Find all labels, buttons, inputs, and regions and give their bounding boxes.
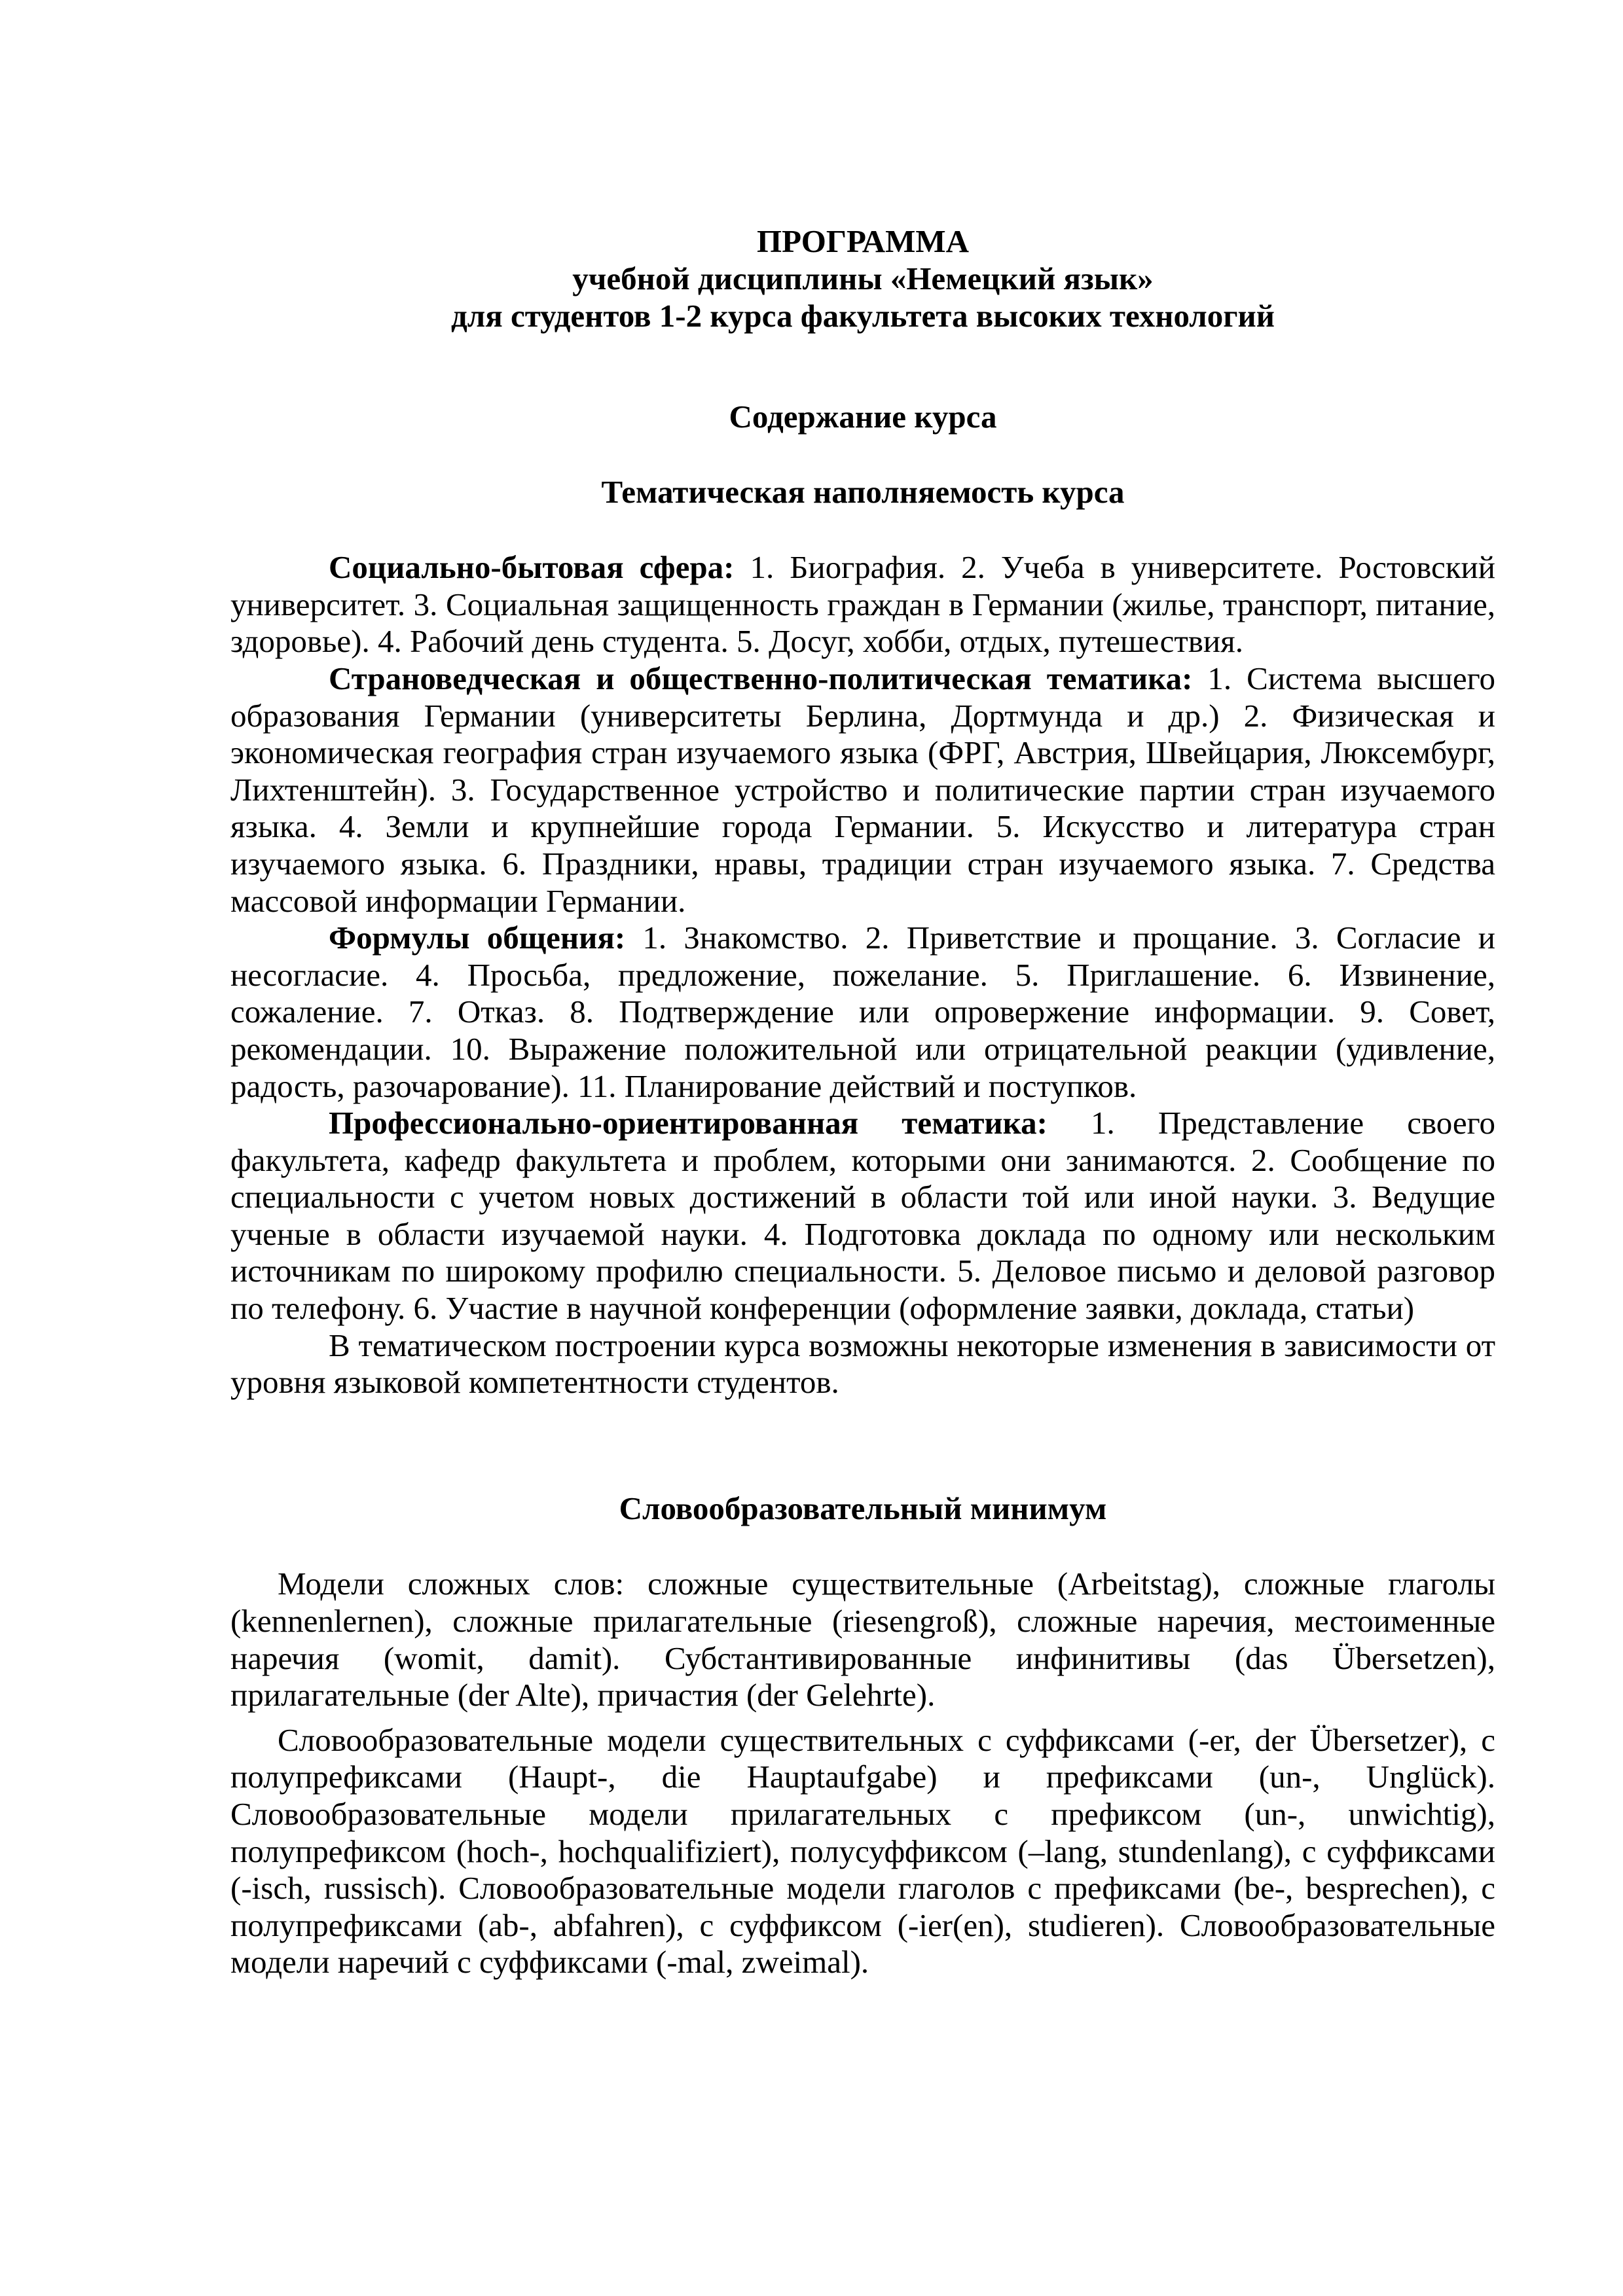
paragraph-text: 1. Представление своего факультета, кафедр факультета и проблем, которыми они занимаются. 2. Сообщение по специальности с учетом новых достижений в области той или иной науки. 3. Ведущие ученые в области изучаемой науки. 4. Подготовка доклада по одному или нескольким источникам по широкому профилю специальности. 5. Деловое письмо и деловой разговор по телефону. 6. Участие в научной конференции (оформление заявки, доклада, статьи) [230,1105,1495,1327]
paragraph-label: Профессионально-ориентированная тематика: [329,1105,1048,1141]
paragraph-label: Социально-бытовая сфера: [329,549,735,586]
paragraph-text: 1. Система высшего образования Германии (университеты Берлина, Дортмунда и др.) 2. Физическая и экономическая география стран изучаемого языка (ФРГ, Австрия, Швейцария, Люксембург, Лихтенштейн). 3. Государственное устройство и политические партии стран изучаемого языка. 4. Земли и крупнейшие города Германии. 5. Искусство и литература стран изучаемого языка. 6. Праздники, нравы, традиции стран изучаемого языка. 7. Средства массовой информации Германии. [230,660,1495,919]
thematic-paragraph-note [230,1327,1495,1401]
word-formation-paragraph-compounds: Модели сложных слов: сложные существительные (Arbeitstag), сложные глаголы (kennenlernen), сложные прилагательные (riesengroß), сложные наречия, местоименные наречия (womit, damit). Субстантивированные инфинитивы (das Übersetzen), прилагательные (der Alte), причастия (der Gelehrte). [230,1566,1495,1713]
title-block [230,223,1495,334]
word-formation-section [230,1566,1495,1981]
thematic-paragraph-communication [230,920,1495,1105]
thematic-paragraph-professional [230,1105,1495,1327]
paragraph-text: 1. Биография. 2. Учеба в университете. Ростовский университет. 3. Социальная защищенность граждан в Германии (жилье, транспорт, питание, здоровье). 4. Рабочий день студента. 5. Досуг, хобби, отдых, путешествия. [230,549,1495,660]
document-body [230,223,1495,1981]
paragraph-label: Страноведческая и общественно-политическая тематика: [329,660,1193,696]
thematic-paragraph-social [230,549,1495,660]
document-subtitle-audience: для студентов 1-2 курса факультета высоких технологий [450,298,1275,334]
course-content-heading: Содержание курса [729,399,997,435]
paragraph-label: Формулы общения: [329,920,626,956]
paragraph-text: 1. Знакомство. 2. Приветствие и прощание. 3. Согласие и несогласие. 4. Просьба, предложение, пожелание. 5. Приглашение. 6. Извинение, сожаление. 7. Отказ. 8. Подтверждение или опровержение информации. 9. Совет, рекомендации. 10. Выражение положительной или отрицательной реакции (удивление, радость, разочарование). 11. Планирование действий и поступков. [230,920,1495,1104]
document-subtitle-discipline: учебной дисциплины «Немецкий язык» [572,260,1154,296]
thematic-section [230,549,1495,1401]
thematic-heading: Тематическая наполняемость курса [601,473,1125,510]
thematic-paragraph-country-studies [230,660,1495,920]
word-formation-heading: Словообразовательный минимум [619,1490,1107,1526]
document-title: ПРОГРАММА [757,223,969,259]
word-formation-paragraph-models: Словообразовательные модели существительных с суффиксами (-er, der Übersetzer), с полупрефиксами (Haupt-, die Hauptaufgabe) и префиксами (un-, Unglück). Словообразовательные модели прилагательных с префиксом (un-, unwichtig), полупрефиксом (hoch-, hochqualifiziert), полусуффиксом (–lang, stundenlang), с суффиксами (-isch, russisch). Словообразовательные модели глаголов с префиксами (be-, besprechen), с полупрефиксами (ab-, abfahren), с суффиксом (-ier(en), studieren). Словообразовательные модели наречий с суффиксами (-mal, zweimal). [230,1721,1495,1981]
paragraph-text: В тематическом построении курса возможны некоторые изменения в зависимости от уровня языковой компетентности студентов. [230,1327,1495,1401]
